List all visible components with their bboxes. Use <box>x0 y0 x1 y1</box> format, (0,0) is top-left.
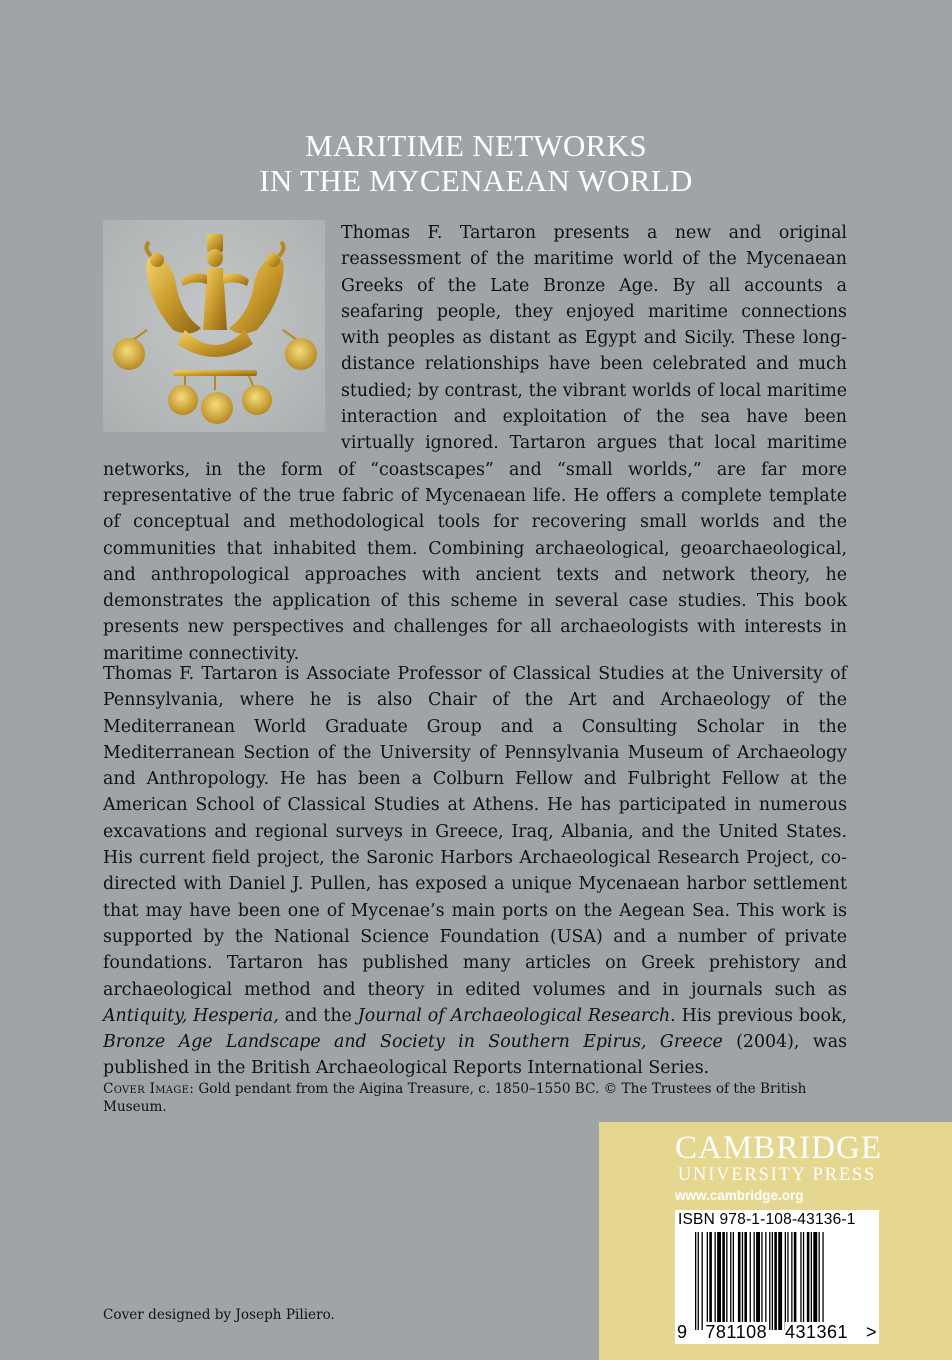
publisher-name: CAMBRIDGE <box>675 1130 883 1166</box>
bio-text-2: and the <box>278 1005 358 1026</box>
bio-text-4: (2004), was published in the British Archaeological Reports International Series. <box>103 1032 847 1079</box>
barcode-digits-left: 781108 <box>705 1322 768 1342</box>
journal-name-2: Journal of Archaeological Research <box>357 1005 671 1026</box>
book-description <box>103 220 847 667</box>
bio-text-1: Thomas F. Tartaron is Associate Professor of Classical Studies at the University of Pennsylvania, where he is also Chair of the Art and Archaeology of the Mediterranean World Graduate Group and a Consulting Scholar in the Mediterranean Section of the University of Pennsylvania Museum of Archaeology and Anthropology. He has been a Colburn Fellow and Fulbright Fellow at the American School of Classical Studies at Athens. He has participated in numerous excavations and regional surveys in Greece, Iraq, Albania, and the United States. His current field project, the Saronic Harbors Archaeological Research Project, co-directed with Daniel J. Pullen, has exposed a unique Mycenaean harbor settlement that may have been one of Mycenae’s main ports on the Aegean Sea. This work is supported by the National Science Foundation (USA) and a number of private foundations. Tartaron has published many articles on Greek prehistory and archaeological method and theory in edited volumes and in journals such as <box>103 664 847 1000</box>
barcode-number <box>675 1322 879 1342</box>
title-line-1: MARITIME NETWORKS <box>305 128 647 163</box>
barcode-icon <box>695 1232 865 1330</box>
title-line-2: IN THE MYCENAEAN WORLD <box>259 163 693 198</box>
barcode-digits-right: 431361 <box>785 1322 849 1342</box>
credit-text: Gold pendant from the Aigina Treasure, c. 1850–1550 BC. © The Trustees of the British Museum. <box>103 1081 807 1115</box>
credit-label: Cover Image: <box>103 1081 195 1097</box>
publisher-url: www.cambridge.org <box>675 1188 804 1203</box>
bio-text-3: . His previous book, <box>670 1005 848 1026</box>
cover-image-credit <box>103 1080 863 1116</box>
journal-names-1: Antiquity, Hesperia, <box>103 1005 279 1026</box>
barcode-end-mark: > <box>865 1322 877 1342</box>
author-biography <box>103 661 847 1082</box>
cover-designer-credit: Cover designed by Joseph Piliero. <box>103 1307 335 1323</box>
barcode-digit-first: 9 <box>677 1322 688 1342</box>
description-text: Thomas F. Tartaron presents a new and original reassessment of the maritime world of the Mycenaean Greeks of the Late Bronze Age. By all accounts a seafaring people, they enjoyed maritime connections with peoples as distant as Egypt and Sicily. These long-distance relationships have been celebrated and much studied; by contrast, the vibrant worlds of local maritime interaction and exploitation of the sea have been virtually ignored. Tartaron argues that local maritime networks, in the form of “coastscapes” and “small worlds,” are far more representative of the true fabric of Mycenaean life. He offers a complete template of conceptual and methodological tools for recovering small worlds and the communities that inhabited them. Combining archaeological, geoarchaeological, and anthropological approaches with ancient texts and network theory, he demonstrates the application of this scheme in several case studies. This book presents new perspectives and challenges for all archaeologists with interests in maritime connectivity. <box>103 223 847 664</box>
barcode-panel <box>675 1210 879 1344</box>
book-title <box>0 128 952 198</box>
previous-book-title: Bronze Age Landscape and Society in Southern Epirus, Greece <box>103 1032 723 1053</box>
image-float-spacer <box>103 220 341 456</box>
isbn-label: ISBN 978-1-108-43136-1 <box>678 1211 856 1228</box>
publisher-subtitle: UNIVERSITY PRESS <box>677 1165 877 1185</box>
publisher-panel <box>599 1122 952 1360</box>
